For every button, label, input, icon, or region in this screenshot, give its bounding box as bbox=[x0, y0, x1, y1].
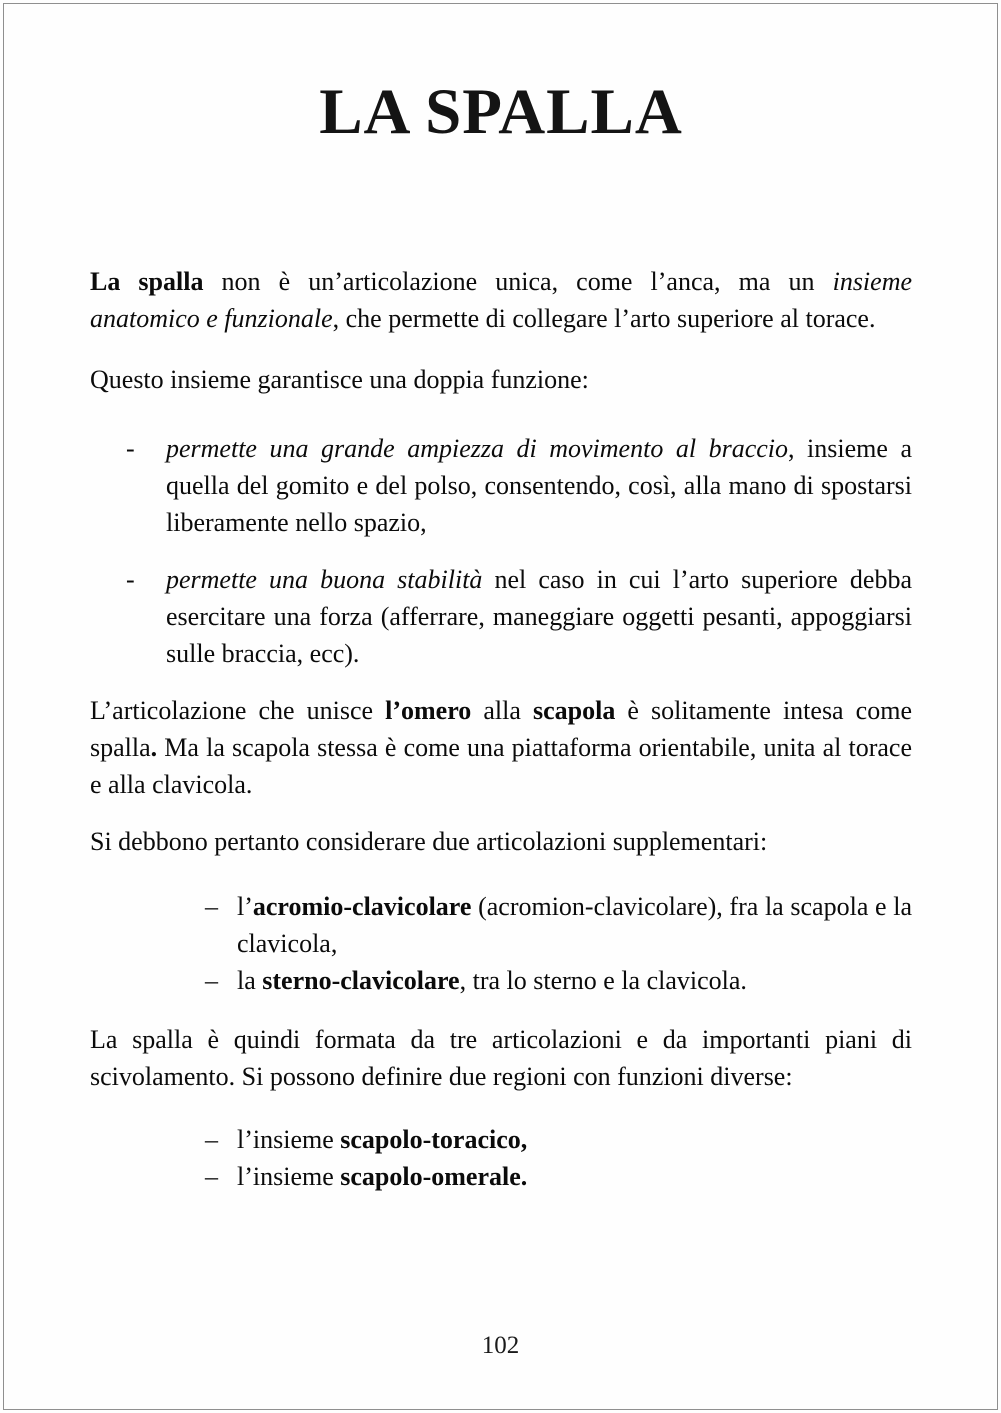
list-item-text bbox=[166, 561, 912, 672]
bullet-dash: – bbox=[205, 966, 218, 996]
text-bold: La spalla bbox=[90, 267, 204, 297]
text-run: , insieme a quella del gomito e del polso, consentendo, così, alla mano di spostarsi liberamente nello spazio, bbox=[166, 434, 912, 538]
text-bold: l’omero bbox=[385, 696, 472, 726]
document-body bbox=[90, 0, 912, 1195]
paragraph-regions-lead: La spalla è quindi formata da tre articolazioni e da importanti piani di scivolamento. Si possono definire due regioni con funzioni diverse: bbox=[90, 1025, 912, 1092]
page-title: LA SPALLA bbox=[319, 76, 683, 148]
page-number: 102 bbox=[481, 1332, 520, 1359]
text-run: la bbox=[237, 966, 263, 996]
text-run: , che permette di collegare l’arto superiore al torace. bbox=[332, 304, 876, 334]
text-run: non è un’articolazione unica, come l’anca, ma un bbox=[203, 267, 833, 297]
text-run: alla bbox=[471, 696, 533, 726]
bullet-dash: – bbox=[205, 892, 218, 922]
text-bold: . bbox=[150, 733, 158, 763]
bullet-dash: – bbox=[205, 1162, 218, 1192]
list-item-stability bbox=[126, 561, 912, 672]
text-bold: scapolo-omerale. bbox=[340, 1162, 528, 1192]
text-run: , tra lo sterno e la clavicola. bbox=[459, 966, 747, 996]
text-run: l’insieme bbox=[237, 1125, 341, 1155]
text-run: nel caso in cui l’arto superiore debba esercitare una forza (afferrare, maneggiare oggetti pesanti, appoggiarsi sulle braccia, ecc). bbox=[166, 565, 912, 669]
text-run: è solitamente intesa come spalla bbox=[90, 696, 912, 763]
text-run: l’ bbox=[237, 892, 253, 922]
list-item-sterno-clavicolare bbox=[205, 962, 912, 999]
list-item-scapolo-toracico bbox=[205, 1121, 912, 1158]
text-bold: scapolo-toracico, bbox=[340, 1125, 528, 1155]
text-bold: acromio-clavicolare bbox=[252, 892, 472, 922]
list-item-text bbox=[237, 962, 912, 999]
text-run: (acromion-clavicolare), fra la scapola e la clavicola, bbox=[237, 892, 912, 959]
list-item-scapolo-omerale bbox=[205, 1158, 912, 1195]
bullet-dash: - bbox=[126, 565, 135, 595]
paragraph-intro bbox=[90, 263, 912, 337]
text-run: L’articolazione che unisce bbox=[90, 696, 386, 726]
list-item-text bbox=[237, 1121, 912, 1158]
paragraph-articulation bbox=[90, 692, 912, 803]
list-item-text bbox=[237, 1158, 912, 1195]
bullet-dash: – bbox=[205, 1125, 218, 1155]
text-bold: sterno-clavicolare bbox=[262, 966, 460, 996]
paragraph-supplementary-lead: Si debbono pertanto considerare due articolazioni supplementari: bbox=[90, 827, 768, 857]
list-item-acromio-clavicolare bbox=[205, 888, 912, 962]
text-italic: permette una buona stabilità bbox=[166, 565, 483, 595]
text-italic: permette una grande ampiezza di movimento al braccio bbox=[166, 434, 789, 464]
text-run: l’insieme bbox=[237, 1162, 341, 1192]
paragraph-function-lead: Questo insieme garantisce una doppia funzione: bbox=[90, 365, 589, 395]
bullet-dash: - bbox=[126, 434, 135, 464]
text-bold: scapola bbox=[532, 696, 616, 726]
text-run: Ma la scapola stessa è come una piattaforma orientabile, unita al torace e alla clavicola. bbox=[90, 733, 912, 800]
list-item-movement bbox=[126, 430, 912, 541]
list-item-text bbox=[166, 430, 912, 541]
text-italic: insieme anatomico e funzionale bbox=[90, 267, 913, 334]
list-item-text bbox=[237, 888, 912, 962]
